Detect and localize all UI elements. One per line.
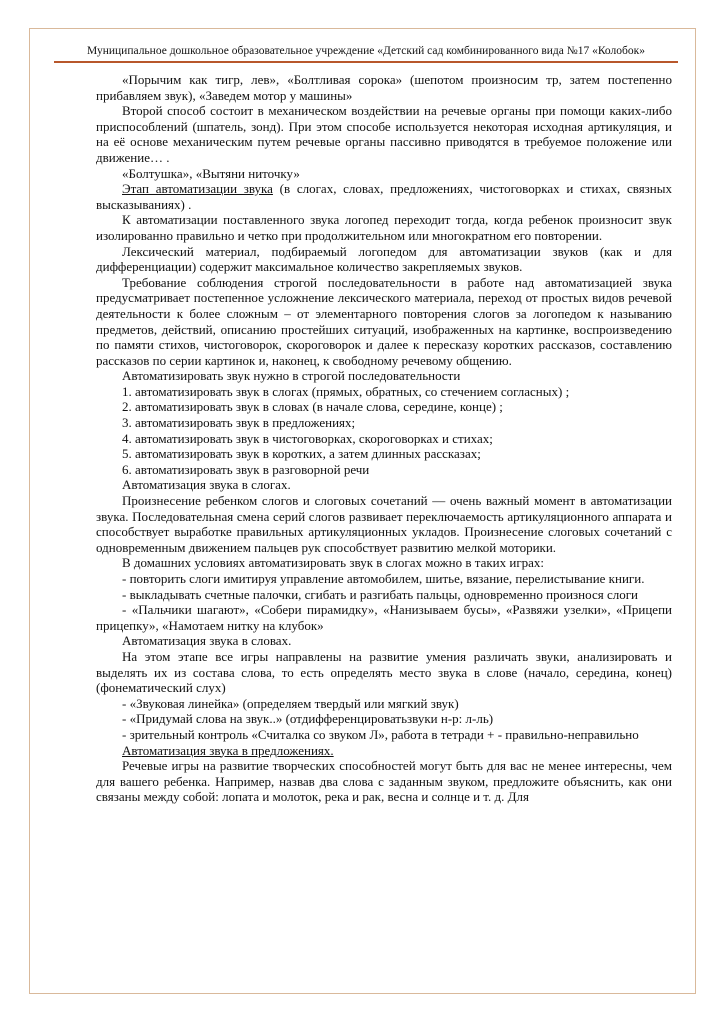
paragraph: «Порычим как тигр, лев», «Болтливая сорока» (шепотом произносим тр, затем постепенно прибавляем звук), «Заведем мотор у машины» bbox=[96, 72, 672, 103]
paragraph: Произнесение ребенком слогов и слоговых сочетаний — очень важный момент в автоматизации звука. Последовательная смена серий слогов развивает переключаемость артикуляционного аппарата и способствует выработке правильных артикуляционных укладов. Произнесение слоговых сочетаний с одновременным движением пальцев рук способствует развитию мелкой моторики. bbox=[96, 493, 672, 555]
sentence-stage-heading: Автоматизация звука в предложениях. bbox=[122, 742, 334, 758]
paragraph: К автоматизации поставленного звука логопед переходит тогда, когда ребенок произносит звук изолированно правильно и четко при продолжительном или многократном его повторении. bbox=[96, 212, 672, 243]
paragraph: Лексический материал, подбираемый логопедом для автоматизации звуков (как и для дифференциации) содержит максимальное количество закрепляемых звуков. bbox=[96, 243, 672, 275]
list-item: 5. автоматизировать звук в коротких, а затем длинных рассказах; bbox=[122, 446, 481, 462]
list-item: 1. автоматизировать звук в слогах (прямых, обратных, со стечением согласных) ; bbox=[122, 383, 570, 399]
paragraph: Требование соблюдения строгой последовательности в работе над автоматизацией звука предусматривает постепенное усложнение лексического материала, переход от простых видов речевой деятельности к более сложным – от элементарного повторения слогов за логопедом к называнию предметов, действий, описанию простейших ситуаций, изображенных на картинке, воспроизведению по памяти стихов, чистоговорок, скороговорок и далее к пересказу коротких рассказов, составлению рассказов по серии картинок и, наконец, к свободному речевому общению. bbox=[96, 274, 672, 368]
paragraph: Второй способ состоит в механическом воздействии на речевые органы при помощи каких-либо приспособлений (шпатель, зонд). При этом способе используется некоторая исходная артикуляция, и на её основе механическим путем речевые органы пассивно приводятся в требуемое положение или движение… . bbox=[96, 103, 672, 165]
page-header: Муниципальное дошкольное образовательное учреждение «Детский сад комбинированного вида №17 «Колобок» bbox=[87, 45, 645, 57]
paragraph: - «Придумай слова на звук..» (отдифференцироватьзвуки н-р: л-ль) bbox=[122, 711, 494, 727]
paragraph: В домашних условиях автоматизировать звук в слогах можно в таких играх: bbox=[122, 555, 545, 571]
paragraph: На этом этапе все игры направлены на развитие умения различать звуки, анализировать и выделять их из состава слова, то есть определять место звука в слове (начало, середина, конец) (фонематический слух) bbox=[96, 648, 672, 696]
sequence-list bbox=[96, 384, 672, 478]
stage-heading: Этап автоматизации звука bbox=[122, 181, 273, 197]
paragraph: - повторить слоги имитируя управление автомобилем, шитье, вязание, перелистывание книги. bbox=[122, 571, 645, 586]
paragraph: Речевые игры на развитие творческих способностей могут быть для вас не менее интересны, чем для вашего ребенка. Например, назвав два слова с заданным звуком, предложите объяснить, как они связаны между собой: лопата и молоток, река и рак, весна и солнце и т. д. Для bbox=[96, 758, 672, 805]
section-heading: Автоматизация звука в словах. bbox=[122, 633, 292, 649]
paragraph: - выкладывать счетные палочки, сгибать и разгибать пальцы, одновременно произнося слоги bbox=[122, 586, 639, 602]
paragraph: - зрительный контроль «Считалка со звуком Л», работа в тетради + - правильно-неправильно bbox=[122, 726, 639, 742]
list-item: 4. автоматизировать звук в чистоговорках, скороговорках и стихах; bbox=[122, 430, 493, 446]
header-divider bbox=[54, 61, 678, 63]
list-item: 3. автоматизировать звук в предложениях; bbox=[122, 415, 356, 431]
list-item: 6. автоматизировать звук в разговорной речи bbox=[122, 461, 370, 477]
paragraph: - «Пальчики шагают», «Собери пирамидку», «Нанизываем бусы», «Развяжи узелки», «Прицепи прицепку», «Намотаем нитку на клубок» bbox=[96, 602, 672, 633]
stage-heading-rest: (в слогах, словах, предложениях, чистоговорках и стихах, связных высказываниях) . bbox=[96, 181, 672, 212]
section-heading-underlined bbox=[96, 743, 672, 759]
paragraph: «Болтушка», «Вытяни ниточку» bbox=[122, 165, 300, 181]
paragraph: Автоматизировать звук нужно в строгой последовательности bbox=[122, 368, 461, 384]
paragraph-stage bbox=[96, 181, 672, 212]
paragraph: - «Звуковая линейка» (определяем твердый или мягкий звук) bbox=[122, 695, 459, 711]
document-body bbox=[96, 72, 672, 805]
list-item: 2. автоматизировать звук в словах (в начале слова, середине, конце) ; bbox=[122, 399, 503, 415]
section-heading: Автоматизация звука в слогах. bbox=[122, 477, 291, 493]
